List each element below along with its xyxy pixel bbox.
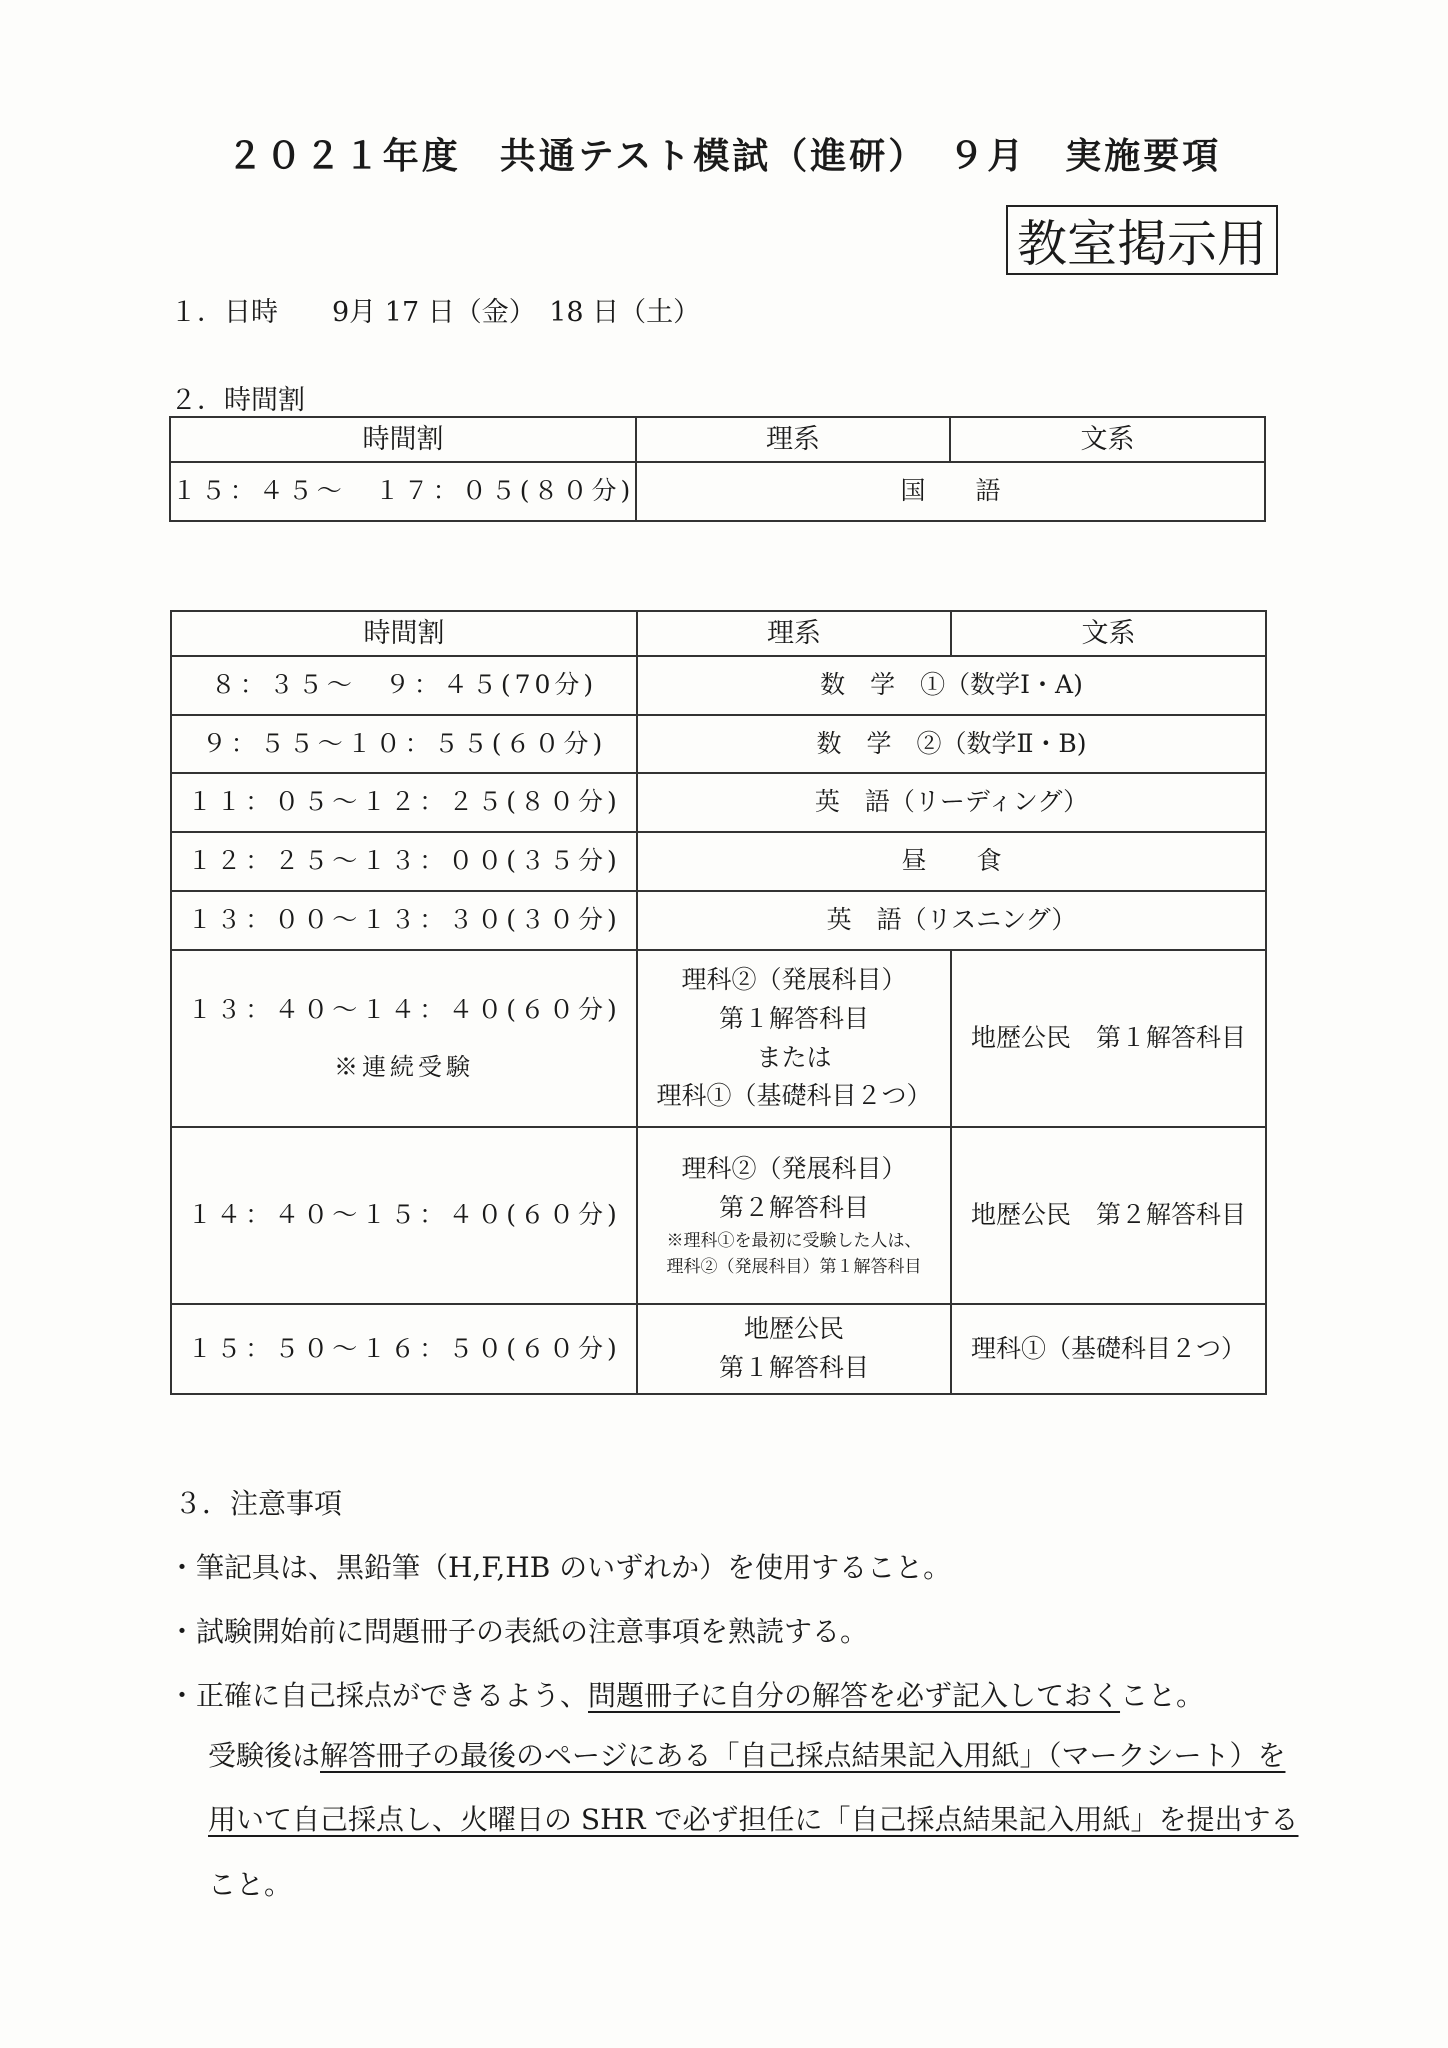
note-underlined: 問題冊子に自分の解答を必ず記入しておく — [588, 1679, 1121, 1712]
note-underlined: 解答冊子の最後のページにある「自己採点結果記入用紙」（マークシート）を用いて自己採点し、火曜日の SHR で必ず担任に「自己採点結果記入用紙」を提出する — [208, 1739, 1299, 1837]
header-humanities: 文系 — [950, 417, 1265, 462]
header-humanities: 文系 — [951, 611, 1266, 656]
section2-heading: ２．時間割 — [170, 385, 305, 416]
science-line: 第２解答科目 — [718, 1193, 869, 1223]
science-note-line: ※理科①を最初に受験した人は、 — [666, 1230, 922, 1251]
time-cell: １２：２５～１３：００(３５分) — [171, 832, 637, 891]
time-cell: １５：４５～ １７：０５(８０分) — [170, 462, 636, 521]
science-line: 理科①（基礎科目２つ） — [656, 1081, 932, 1111]
note-continuation — [208, 1724, 1308, 1917]
time-cell: １３：００～１３：３０(３０分) — [171, 891, 637, 950]
science-line: 理科②（発展科目） — [681, 1154, 907, 1184]
header-time: 時間割 — [171, 611, 637, 656]
subject-cell: 国 語 — [636, 462, 1265, 521]
subject-cell: 英 語（リーディング） — [637, 773, 1266, 832]
consecutive-note: ※連続受験 — [334, 1053, 474, 1082]
science-line: 地歴公民 — [743, 1314, 844, 1344]
section1-datetime: １．日時 9月 17 日（金） 18 日（土） — [170, 297, 701, 328]
time-cell: １５：５０～１６：５０(６０分) — [171, 1304, 637, 1394]
time-cell: ８：３５～ ９：４５(70分) — [171, 656, 637, 715]
time-cell: １１：０５～１２：２５(８０分) — [171, 773, 637, 832]
subject-cell: 数 学 ②（数学Ⅱ・B) — [637, 715, 1266, 773]
page-title: ２０２１年度 共通テスト模試（進研） ９月 実施要項 — [226, 136, 1222, 177]
science-note-line: 理科②（発展科目）第１解答科目 — [666, 1257, 922, 1278]
section3-heading: ３．注意事項 — [174, 1487, 343, 1520]
subject-cell: 昼 食 — [637, 832, 1266, 891]
header-science: 理系 — [636, 417, 950, 462]
note-text: 受験後は — [208, 1739, 321, 1772]
section3-notes — [168, 1487, 1308, 1917]
note-item: ・筆記具は、黒鉛筆（H,F,HB のいずれか）を使用すること。 — [168, 1551, 952, 1584]
science-line: 第１解答科目 — [718, 1353, 869, 1382]
note-item — [168, 1679, 1308, 1712]
time-cell: １４：４０～１５：４０(６０分) — [171, 1127, 637, 1304]
science-cell — [637, 1304, 951, 1394]
subject-cell: 数 学 ①（数学Ⅰ・A) — [637, 656, 1266, 715]
humanities-cell: 地歴公民 第２解答科目 — [951, 1127, 1266, 1304]
science-cell — [637, 1127, 951, 1304]
note-item: ・試験開始前に問題冊子の表紙の注意事項を熟読する。 — [168, 1615, 869, 1648]
header-time: 時間割 — [170, 417, 636, 462]
header-science: 理系 — [637, 611, 951, 656]
humanities-cell: 理科①（基礎科目２つ） — [951, 1304, 1266, 1394]
subject-cell: 英 語（リスニング） — [637, 891, 1266, 950]
note-text: ・正確に自己採点ができるよう、 — [168, 1679, 589, 1712]
time-text: １３：４０～１４：４０(６０分) — [187, 994, 621, 1024]
time-cell — [171, 950, 637, 1127]
science-line: 第１解答科目 — [718, 1003, 869, 1033]
classroom-posting-badge: 教室掲示用 — [1006, 205, 1278, 275]
time-cell: ９：５５～１０：５５(６０分) — [171, 715, 637, 773]
schedule-table-day1 — [169, 416, 1266, 522]
humanities-cell: 地歴公民 第１解答科目 — [951, 950, 1266, 1127]
science-line: または — [756, 1042, 832, 1072]
note-text: こと。 — [208, 1867, 293, 1901]
science-cell — [637, 950, 951, 1127]
science-line: 理科②（発展科目） — [681, 965, 907, 994]
schedule-table-day2 — [170, 610, 1267, 1395]
note-text: こと。 — [1120, 1679, 1205, 1712]
